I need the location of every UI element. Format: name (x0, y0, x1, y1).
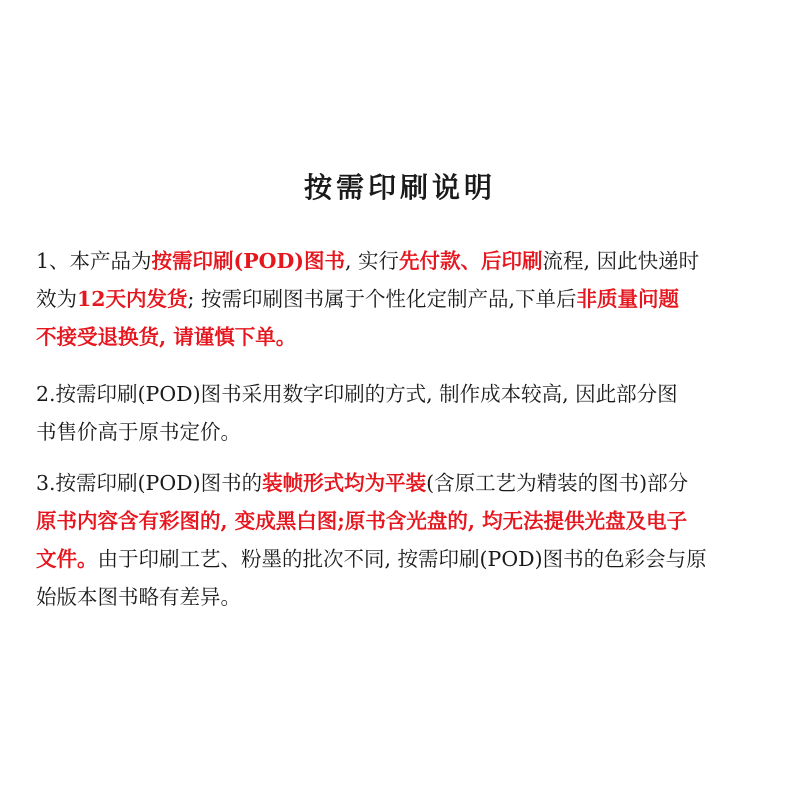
paragraph-3-line-1 (36, 464, 774, 502)
highlight-text-run: 原书内容含有彩图的, 变成黑白图;原书含光盘的, 均无法提供光盘及电子 (36, 509, 688, 533)
notice-paragraph-1 (36, 242, 774, 356)
highlight-text-run: 文件。 (36, 547, 98, 571)
notice-paragraph-3 (36, 464, 774, 616)
text-run: 流程, 因此快递时 (542, 249, 700, 273)
paragraph-1-line-3 (36, 318, 774, 356)
paragraph-2-line-1 (36, 375, 774, 413)
highlight-text-run: 按需印刷(POD)图书 (151, 249, 345, 273)
paragraph-3-line-3 (36, 540, 774, 578)
text-run: , 实行 (345, 249, 400, 273)
text-run: 3.按需印刷(POD)图书的 (36, 471, 263, 495)
paragraph-2-line-2 (36, 413, 774, 451)
text-run: 2.按需印刷(POD)图书采用数字印刷的方式, 制作成本较高, 因此部分图 (36, 382, 678, 406)
notice-paragraph-2 (36, 375, 774, 451)
text-run: 书售价高于原书定价。 (36, 420, 241, 444)
highlight-text-run: 先付款、后印刷 (399, 249, 543, 273)
text-run: 1、本产品为 (36, 249, 152, 273)
text-run: (含原工艺为精装的图书)部分 (426, 471, 689, 495)
highlight-text-run: 装帧形式均为平装 (262, 471, 427, 495)
text-run: ; 按需印刷图书属于个性化定制产品,下单后 (187, 287, 577, 311)
highlight-text-run: 12天内发货 (77, 287, 188, 311)
text-run: 效为 (36, 287, 77, 311)
text-run: 始版本图书略有差异。 (36, 585, 241, 609)
paragraph-3-line-4 (36, 578, 774, 616)
highlight-text-run: 非质量问题 (576, 287, 679, 311)
highlight-text-run: 不接受退换货, 请谨慎下单。 (36, 325, 297, 349)
paragraph-1-line-2 (36, 280, 774, 318)
text-run: 由于印刷工艺、粉墨的批次不同, 按需印刷(POD)图书的色彩会与原 (97, 547, 707, 571)
paragraph-3-line-2 (36, 502, 774, 540)
paragraph-1-line-1 (36, 242, 774, 280)
page-title: 按需印刷说明 (303, 171, 496, 204)
